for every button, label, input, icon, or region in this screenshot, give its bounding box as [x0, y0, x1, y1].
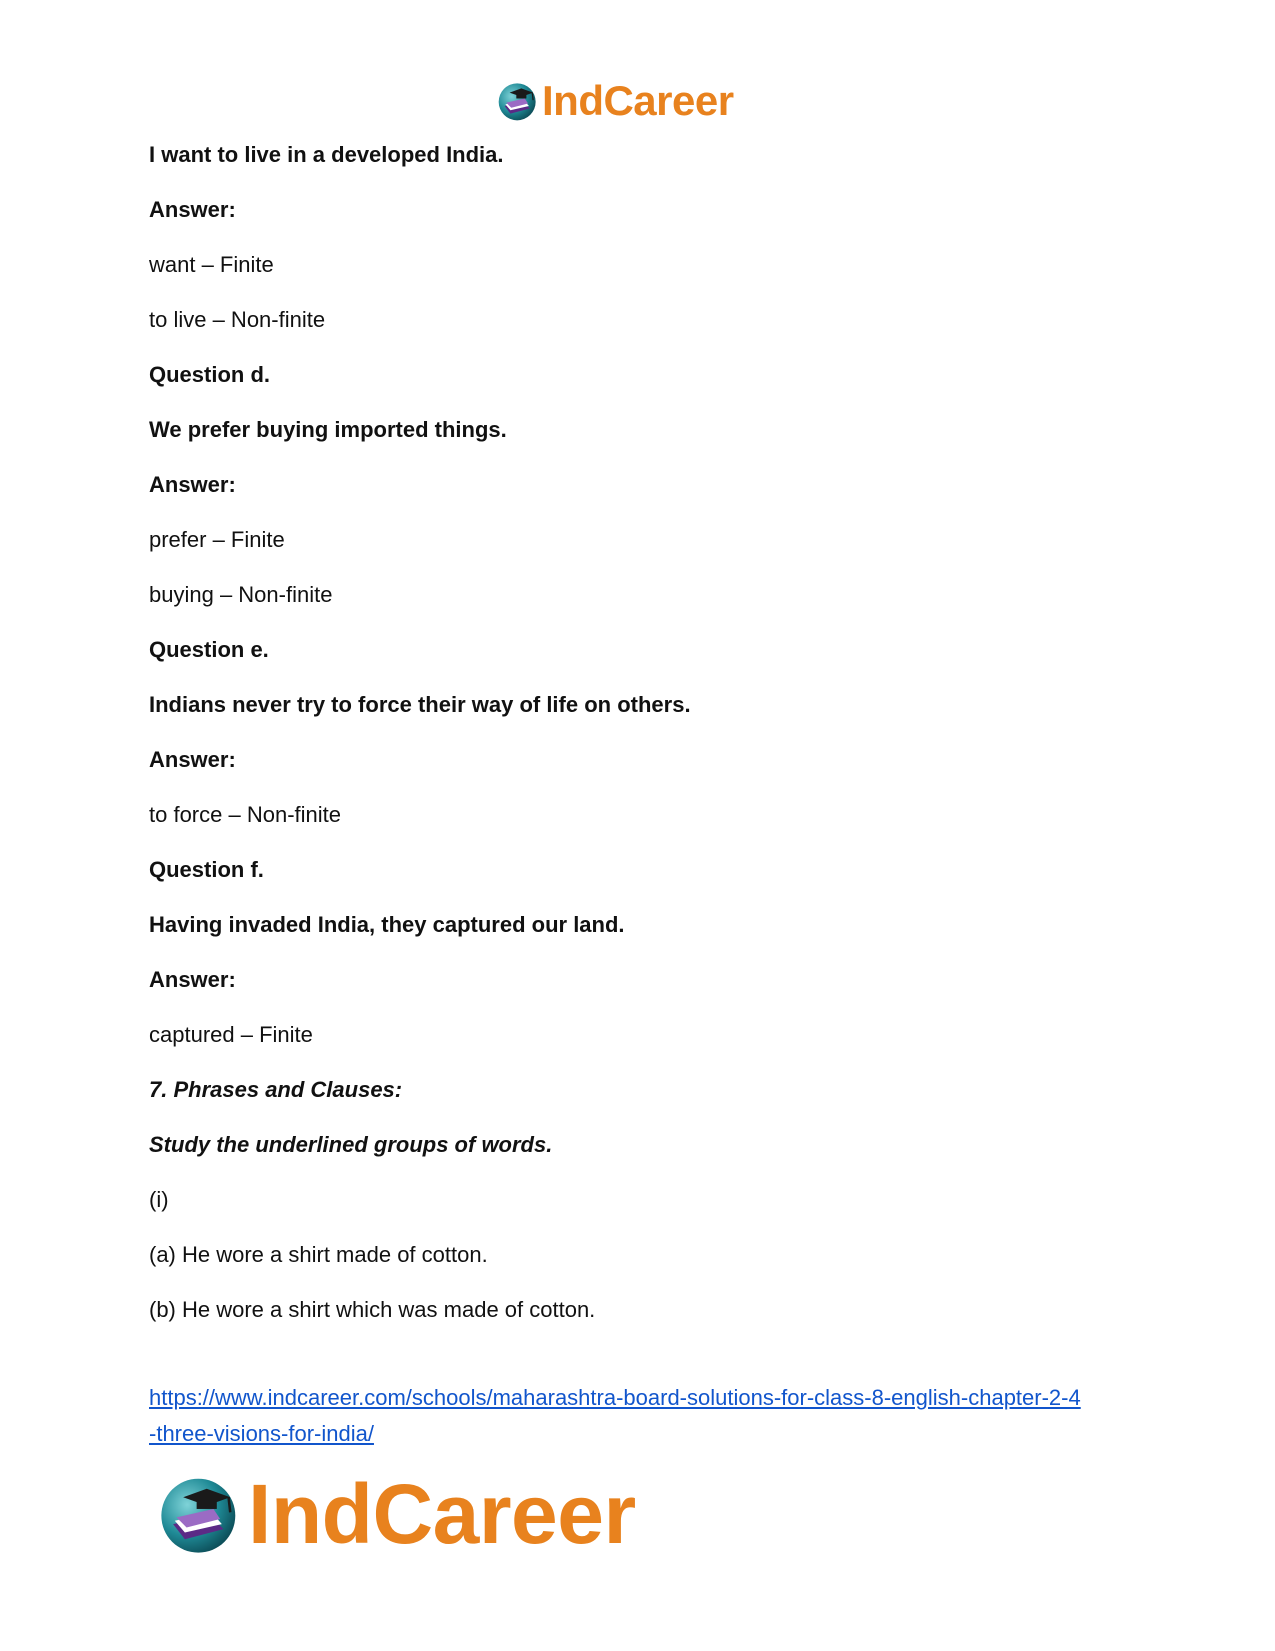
text-line: prefer – Finite	[149, 527, 285, 552]
text-line: Having invaded India, they captured our land.	[149, 912, 625, 937]
text-line: Answer:	[149, 967, 236, 992]
logo-emblem-icon	[158, 1472, 242, 1556]
text-line: to force – Non-finite	[149, 802, 341, 827]
source-link-line-1: https://www.indcareer.com/schools/maharashtra-board-solutions-for-class-8-english-chapter-2-4	[149, 1385, 1081, 1410]
text-line: 7. Phrases and Clauses:	[149, 1077, 403, 1102]
text-line: (a) He wore a shirt made of cotton.	[149, 1242, 488, 1267]
source-link[interactable]	[149, 1385, 1081, 1446]
header-logo	[497, 78, 734, 124]
document-body	[149, 142, 1129, 1352]
text-line: Question f.	[149, 857, 264, 882]
logo-emblem-icon	[497, 80, 539, 122]
text-line: We prefer buying imported things.	[149, 417, 507, 442]
text-line: (b) He wore a shirt which was made of cotton.	[149, 1297, 596, 1322]
source-link-line-2: -three-visions-for-india/	[149, 1421, 374, 1446]
text-line: to live – Non-finite	[149, 307, 326, 332]
footer-logo	[158, 1468, 636, 1560]
text-line: Indians never try to force their way of life on others.	[149, 692, 691, 717]
source-link-block	[149, 1380, 1129, 1452]
text-line: Question d.	[149, 362, 270, 387]
header-logo-text: IndCareer	[542, 77, 734, 124]
text-line: Answer:	[149, 197, 236, 222]
text-line: I want to live in a developed India.	[149, 142, 504, 167]
text-line: buying – Non-finite	[149, 582, 333, 607]
text-line: (i)	[149, 1187, 169, 1212]
footer-logo-text: IndCareer	[248, 1467, 636, 1561]
text-line: want – Finite	[149, 252, 274, 277]
text-line: Question e.	[149, 637, 269, 662]
text-line: captured – Finite	[149, 1022, 313, 1047]
text-line: Answer:	[149, 472, 236, 497]
text-line: Answer:	[149, 747, 236, 772]
text-line: Study the underlined groups of words.	[149, 1132, 553, 1157]
